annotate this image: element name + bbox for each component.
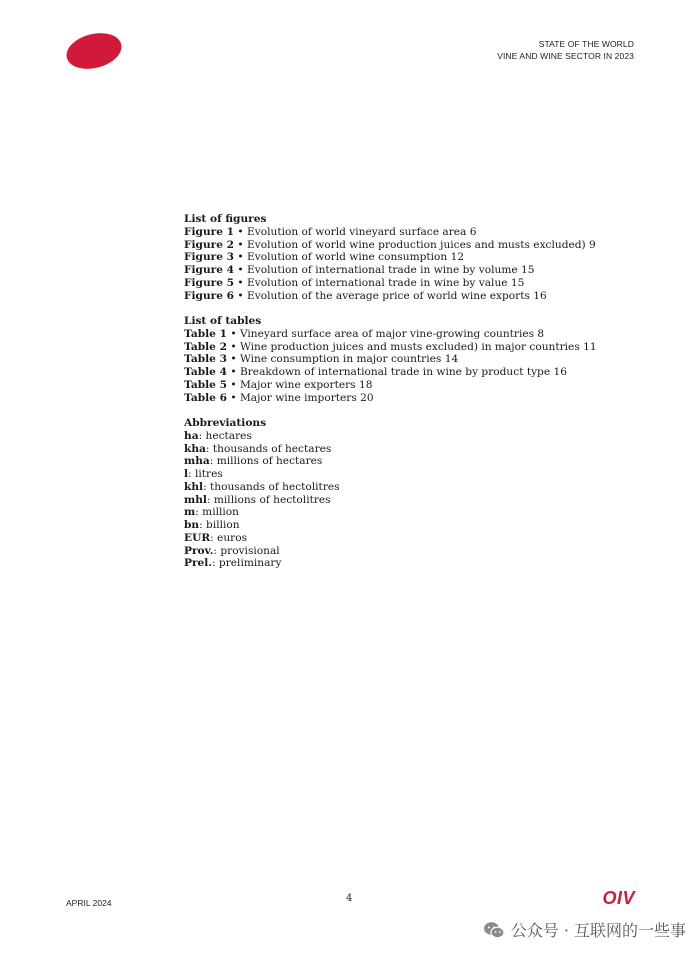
abbreviation-entry <box>184 506 604 519</box>
page-number: 4 <box>346 893 353 904</box>
header-title-line2: VINE AND WINE SECTOR IN 2023 <box>497 51 634 61</box>
table-label: Table 6 <box>184 391 227 404</box>
table-title: • Major wine exporters 18 <box>226 378 373 391</box>
table-label: Table 1 <box>184 327 227 340</box>
abbreviation-term: EUR <box>184 531 211 544</box>
figure-entry[interactable] <box>184 264 604 277</box>
figure-entry[interactable] <box>184 251 604 264</box>
figure-label: Figure 3 <box>184 251 235 264</box>
list-of-figures-heading: List of figures <box>184 213 267 225</box>
abbreviation-term: bn <box>184 519 200 531</box>
abbreviation-term: mha <box>184 455 210 468</box>
figure-label: Figure 5 <box>184 276 235 289</box>
table-entry[interactable] <box>184 341 604 354</box>
abbreviation-term: ha <box>184 429 199 442</box>
abbreviation-entry <box>184 519 604 532</box>
abbreviation-definition: : preliminary <box>212 557 282 570</box>
table-entry[interactable] <box>184 366 604 379</box>
table-label: Table 2 <box>184 340 227 353</box>
abbreviation-definition: : millions of hectares <box>209 455 323 468</box>
brand-logo-blob <box>63 28 126 75</box>
abbreviation-definition: : hectares <box>198 429 252 442</box>
abbreviation-term: l <box>184 468 189 480</box>
abbreviation-term: kha <box>184 442 206 455</box>
figure-title: • Evolution of world vineyard surface area 6 <box>234 225 477 238</box>
table-entry[interactable] <box>184 379 604 392</box>
wechat-icon <box>483 921 505 939</box>
abbreviation-definition: : provisional <box>213 544 280 557</box>
table-entry[interactable] <box>184 392 604 405</box>
list-of-tables <box>184 315 604 404</box>
abbreviation-entry <box>184 532 604 545</box>
figure-title: • Evolution of the average price of world wine exports 16 <box>234 289 547 302</box>
abbreviation-term: m <box>184 506 196 519</box>
table-title: • Vineyard surface area of major vine-growing countries 8 <box>226 327 545 340</box>
figure-label: Figure 4 <box>184 264 235 276</box>
abbreviation-term: Prov. <box>184 544 214 557</box>
watermark <box>483 918 686 941</box>
oiv-logo: OIV <box>602 888 635 908</box>
table-entry[interactable] <box>184 353 604 366</box>
table-title: • Wine consumption in major countries 14 <box>226 353 459 366</box>
abbreviation-entry <box>184 545 604 558</box>
table-label: Table 5 <box>184 378 227 391</box>
abbreviation-term: Prel. <box>184 557 212 570</box>
list-of-tables-heading: List of tables <box>184 315 262 327</box>
abbreviation-entry <box>184 455 604 468</box>
table-title: • Breakdown of international trade in wine by product type 16 <box>226 366 567 378</box>
footer-date: APRIL 2024 <box>66 898 112 908</box>
figure-entry[interactable] <box>184 277 604 290</box>
abbreviation-term: khl <box>184 480 204 493</box>
table-title: • Wine production juices and musts excluded) in major countries 11 <box>226 340 597 353</box>
abbreviation-definition: : euros <box>210 531 248 544</box>
table-label: Table 4 <box>184 366 227 378</box>
figure-label: Figure 1 <box>184 225 235 238</box>
abbreviation-definition: : thousands of hectares <box>205 442 332 455</box>
figure-title: • Evolution of international trade in wine by value 15 <box>234 276 525 289</box>
table-title: • Major wine importers 20 <box>226 391 374 404</box>
table-entry[interactable] <box>184 328 604 341</box>
abbreviation-definition: : million <box>195 506 239 519</box>
figure-label: Figure 6 <box>184 289 235 302</box>
front-matter-content <box>184 213 604 570</box>
abbreviation-definition: : millions of hectolitres <box>206 493 331 506</box>
abbreviation-definition: : billion <box>199 519 240 531</box>
abbreviation-entry <box>184 468 604 481</box>
table-label: Table 3 <box>184 353 227 366</box>
abbreviation-entry <box>184 557 604 570</box>
figure-title: • Evolution of international trade in wine by volume 15 <box>234 264 535 276</box>
abbreviation-definition: : litres <box>188 468 223 480</box>
figure-title: • Evolution of world wine consumption 12 <box>234 251 465 264</box>
abbreviation-term: mhl <box>184 493 207 506</box>
figure-entry[interactable] <box>184 290 604 303</box>
abbreviation-entry <box>184 481 604 494</box>
figure-label: Figure 2 <box>184 238 235 251</box>
abbreviation-entry <box>184 443 604 456</box>
abbreviations-heading: Abbreviations <box>184 417 267 429</box>
header-title-line1: STATE OF THE WORLD <box>538 39 634 49</box>
abbreviation-entry <box>184 430 604 443</box>
list-of-figures <box>184 213 604 302</box>
abbreviation-entry <box>184 494 604 507</box>
figure-entry[interactable] <box>184 226 604 239</box>
running-header <box>497 38 634 62</box>
figure-title: • Evolution of world wine production juices and musts excluded) 9 <box>234 238 596 251</box>
abbreviation-definition: : thousands of hectolitres <box>203 480 340 493</box>
watermark-text: 公众号 · 互联网的一些事 <box>510 921 686 940</box>
abbreviations <box>184 417 604 570</box>
figure-entry[interactable] <box>184 239 604 252</box>
